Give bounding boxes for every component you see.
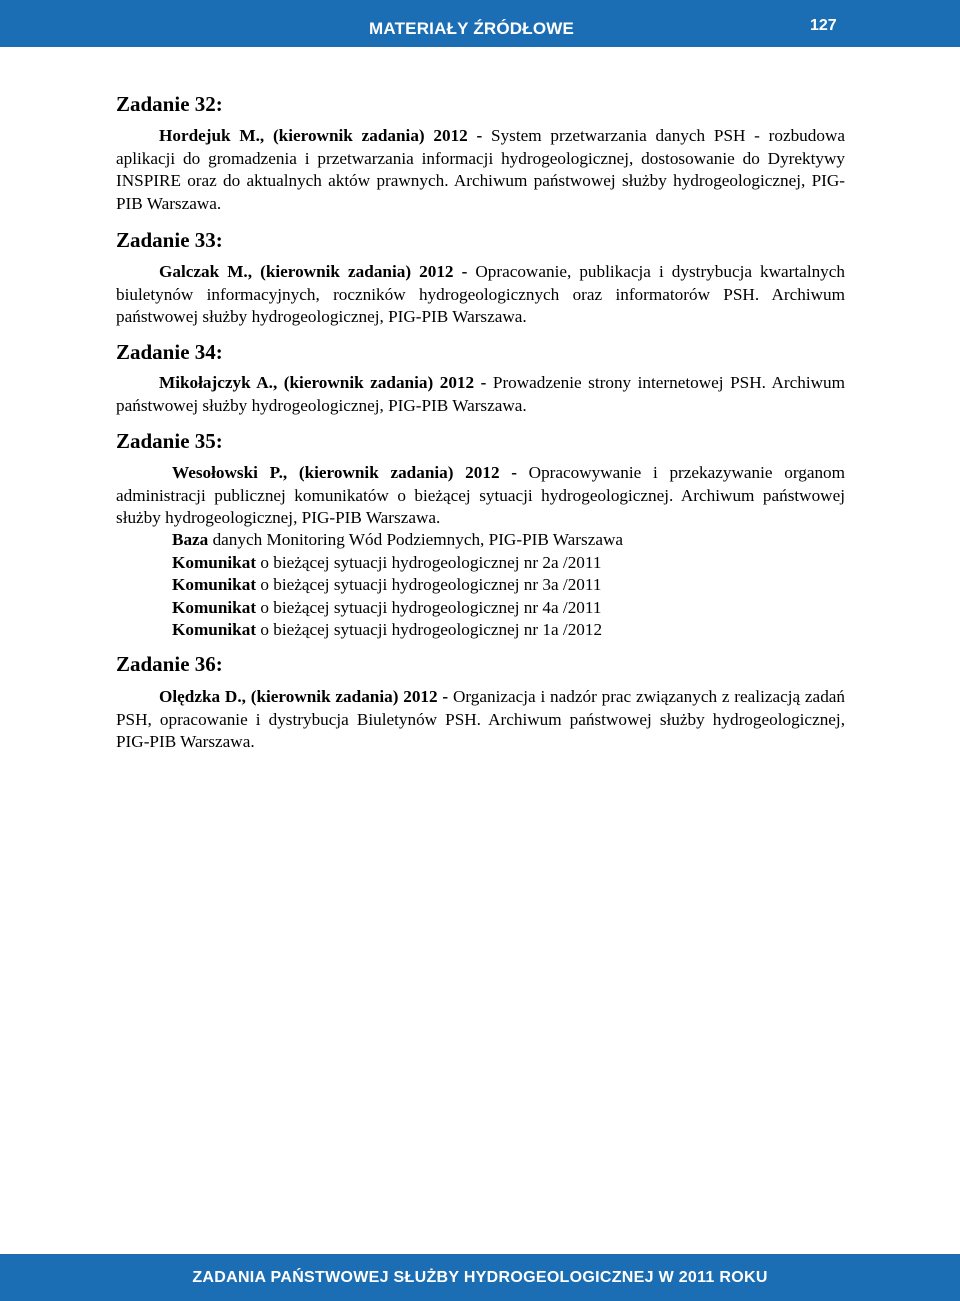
task-heading: Zadanie 32: — [116, 92, 223, 116]
task-heading: Zadanie 35: — [116, 429, 223, 453]
list-item: Komunikat o bieżącej sytuacji hydrogeologicznej nr 2a /2011 — [172, 552, 602, 572]
list-item: Baza danych Monitoring Wód Podziemnych, PIG-PIB Warszawa — [172, 530, 623, 549]
list-item: Komunikat o bieżącej sytuacji hydrogeologicznej nr 3a /2011 — [172, 575, 602, 594]
task-author: Wesołowski P. — [172, 463, 283, 482]
list-item: Komunikat o bieżącej sytuacji hydrogeologicznej nr 1a /2012 — [172, 620, 603, 639]
task-role: , (kierownik zadania) 2012 - — [247, 262, 468, 281]
task-heading: Zadanie 34: — [116, 340, 223, 364]
task-paragraph — [116, 261, 845, 329]
task-author: Olędzka D. — [159, 687, 242, 706]
task-paragraph — [116, 125, 845, 215]
page-footer — [0, 1254, 960, 1301]
task-heading: Zadanie 36: — [116, 652, 223, 676]
task-role: , (kierownik zadania) 2012 - — [259, 126, 483, 145]
header-title: MATERIAŁY ŹRÓDŁOWE — [369, 19, 575, 38]
page-number: 127 — [810, 17, 837, 34]
task-paragraph — [116, 372, 845, 417]
task-text: Organizacja i nadzór prac związanych z realizacją zadań PSH, opracowanie i dystrybucja Biuletynów PSH. Archiwum państwowej służby hydrogeologicznej, PIG-PIB Warszawa. — [116, 687, 846, 752]
task-text: Opracowanie, publikacja i dystrybucja kwartalnych biuletynów informacyjnych, roczników hydrogeologicznych oraz informatorów PSH. Archiwum państwowej służby hydrogeologicznej, PIG-PIB Warszawa. — [116, 262, 845, 327]
list-item: Komunikat o bieżącej sytuacji hydrogeologicznej nr 4a /2011 — [172, 597, 602, 617]
task-text: Opracowywanie i przekazywanie organom administracji publicznej komunikatów o bieżącej sytuacji hydrogeologicznej. Archiwum państwowej służby hydrogeologicznej, PIG-PIB Warszawa. — [116, 463, 846, 528]
publication-list — [172, 529, 623, 642]
task-text: System przetwarzania danych PSH - rozbudowa aplikacji do gromadzenia i przetwarzania informacji hydrogeologicznej, dostosowanie do Dyrektywy INSPIRE oraz do aktualnych aktów prawnych. Archiwum państwowej służby hydrogeologicznej, PIG-PIB Warszawa. — [116, 126, 846, 213]
task-role: , (kierownik zadania) 2012 - — [282, 463, 517, 482]
task-paragraph — [116, 462, 845, 530]
task-author: Galczak M. — [159, 262, 248, 281]
task-heading: Zadanie 33: — [116, 228, 223, 252]
task-role: , (kierownik zadania) 2012 - — [241, 687, 449, 706]
footer-title: ZADANIA PAŃSTWOWEJ SŁUŻBY HYDROGEOLOGICZNEJ W 2011 ROKU — [192, 1269, 768, 1286]
task-paragraph — [116, 686, 845, 754]
task-author: Mikołajczyk A. — [159, 373, 273, 392]
task-author: Hordejuk M. — [159, 126, 260, 145]
page-header — [0, 0, 960, 47]
task-text: Prowadzenie strony internetowej PSH. Archiwum państwowej służby hydrogeologicznej, PIG-PIB Warszawa. — [116, 373, 845, 415]
task-role: , (kierownik zadania) 2012 - — [272, 373, 487, 392]
